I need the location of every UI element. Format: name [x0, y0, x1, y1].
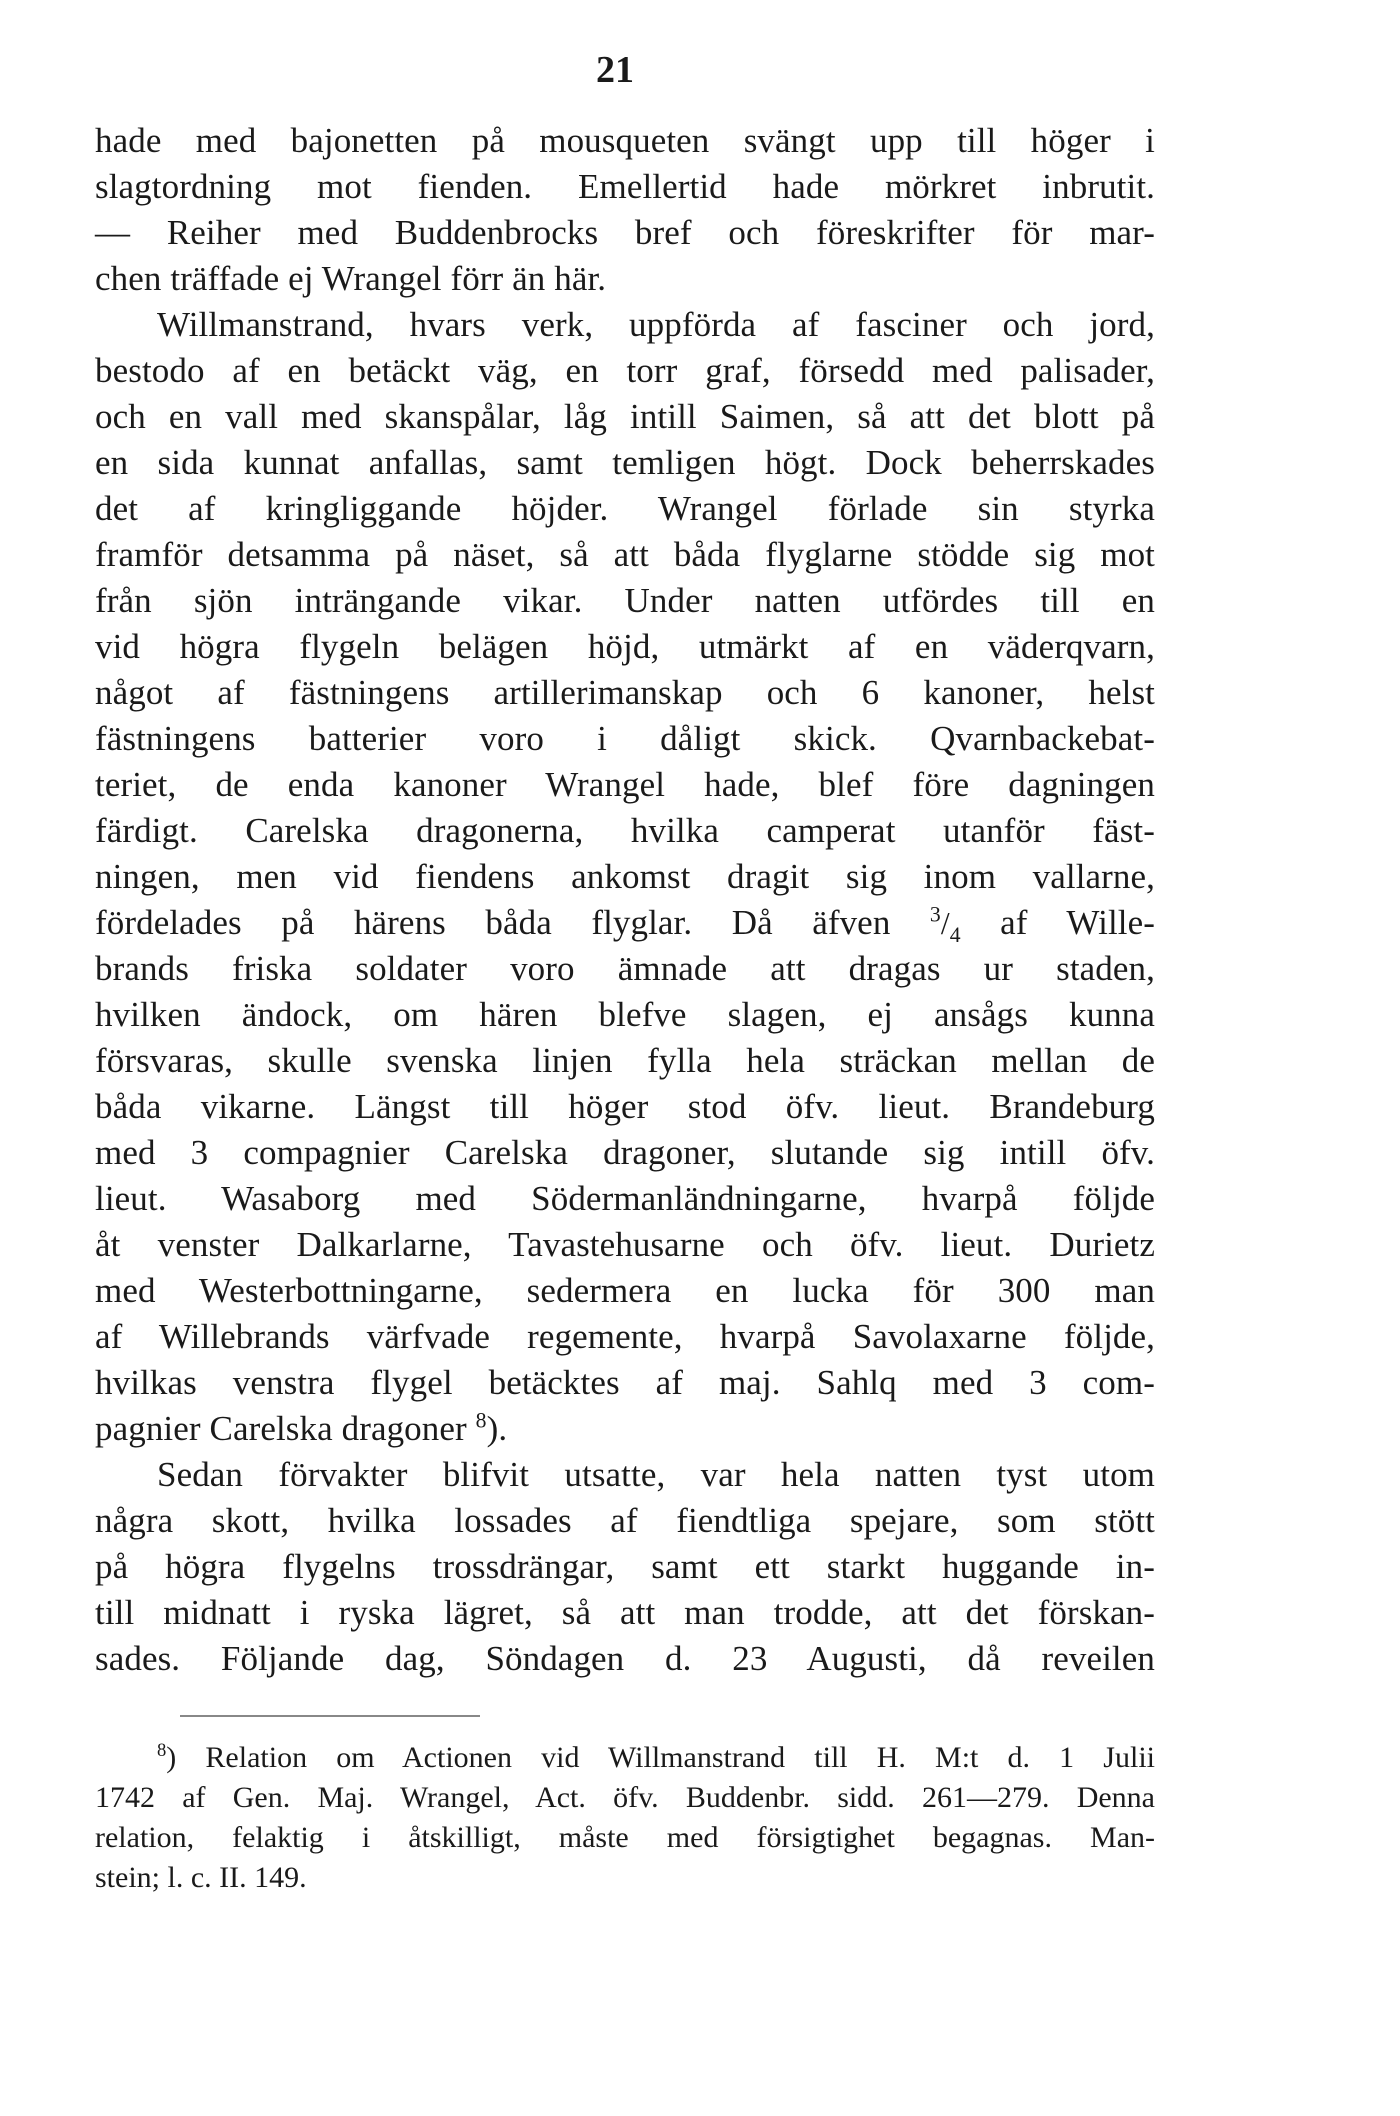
text-line-with-note-ref [95, 1406, 1155, 1452]
footnote-line: 1742 af Gen. Maj. Wrangel, Act. öfv. Buddenbr. sidd. 261—279. Denna [95, 1781, 1155, 1814]
text-line: färdigt. Carelska dragonerna, hvilka camperat utanför fäst- [95, 811, 1155, 850]
text-line: ningen, men vid fiendens ankomst dragit sig inom vallarne, [95, 857, 1155, 896]
text-segment: ). [486, 1409, 508, 1448]
fraction [929, 902, 961, 947]
text-line: framför detsamma på näset, så att båda flyglarne stödde sig mot [95, 535, 1155, 574]
text-line: sades. Följande dag, Söndagen d. 23 Augusti, då reveilen [95, 1639, 1155, 1678]
footnote [95, 1738, 1155, 1898]
fraction-slash: / [940, 906, 950, 941]
text-line: något af fästningens artillerimanskap och 6 kanoner, helst [95, 673, 1155, 712]
fraction-denominator: 4 [949, 923, 961, 947]
text-line: brands friska soldater voro ämnade att dragas ur staden, [95, 949, 1155, 988]
text-line: med 3 compagnier Carelska dragoner, slutande sig intill öfv. [95, 1133, 1155, 1172]
text-line: lieut. Wasaborg med Södermanländningarne, hvarpå följde [95, 1179, 1155, 1218]
text-line: från sjön inträngande vikar. Under natten utfördes till en [95, 581, 1155, 620]
text-line: försvaras, skulle svenska linjen fylla hela sträckan mellan de [95, 1041, 1155, 1080]
text-line: hvilkas venstra flygel betäcktes af maj. Sahlq med 3 com- [95, 1363, 1155, 1402]
text-line: hade med bajonetten på mousqueten svängt upp till höger i [95, 121, 1155, 160]
footnote-text: ) Relation om Actionen vid Willmanstrand till H. M:t d. 1 Julii [166, 1741, 1155, 1774]
text-line: med Westerbottningarne, sedermera en lucka för 300 man [95, 1271, 1155, 1310]
text-line: åt venster Dalkarlarne, Tavastehusarne och öfv. lieut. Durietz [95, 1225, 1155, 1264]
text-line: det af kringliggande höjder. Wrangel förlade sin styrka [95, 489, 1155, 528]
text-line: vid högra flygeln belägen höjd, utmärkt af en väderqvarn, [95, 627, 1155, 666]
text-line: bestodo af en betäckt väg, en torr graf, försedd med palisader, [95, 351, 1155, 390]
text-line-with-fraction [95, 900, 1155, 946]
text-line: några skott, hvilka lossades af fiendtliga spejare, som stött [95, 1501, 1155, 1540]
text-line: chen träffade ej Wrangel förr än här. [95, 259, 607, 298]
footnote-reference: 8 [475, 1408, 487, 1433]
fraction-numerator: 3 [929, 902, 941, 927]
footnote-marker: 8 [157, 1740, 167, 1761]
text-segment: fördelades på härens båda flyglar. Då äfven [95, 903, 891, 942]
text-line: till midnatt i ryska lägret, så att man trodde, att det förskan- [95, 1593, 1155, 1632]
text-line: af Willebrands värfvade regemente, hvarpå Savolaxarne följde, [95, 1317, 1155, 1356]
footnote-line: stein; l. c. II. 149. [95, 1861, 307, 1894]
text-line: slagtordning mot fienden. Emellertid hade mörkret inbrutit. [95, 167, 1155, 206]
body-text [95, 118, 1155, 1682]
page-number: 21 [596, 49, 634, 91]
text-line: teriet, de enda kanoner Wrangel hade, blef före dagningen [95, 765, 1155, 804]
footnote-line: relation, felaktig i åtskilligt, måste med försigtighet begagnas. Man- [95, 1821, 1155, 1854]
footnote-divider [180, 1715, 480, 1717]
paragraph-start-line: Sedan förvakter blifvit utsatte, var hela natten tyst utom [157, 1455, 1155, 1494]
text-segment: pagnier Carelska dragoner [95, 1409, 467, 1448]
text-line: fästningens batterier voro i dåligt skick. Qvarnbackebat- [95, 719, 1155, 758]
text-line: och en vall med skanspålar, låg intill Saimen, så att det blott på [95, 397, 1155, 436]
text-line: en sida kunnat anfallas, samt temligen högt. Dock beherrskades [95, 443, 1155, 482]
text-line: på högra flygelns trossdrängar, samt ett starkt huggande in- [95, 1547, 1155, 1586]
text-line: båda vikarne. Längst till höger stod öfv. lieut. Brandeburg [95, 1087, 1155, 1126]
paragraph-start-line: Willmanstrand, hvars verk, uppförda af fasciner och jord, [157, 305, 1155, 344]
text-line: hvilken ändock, om hären blefve slagen, ej ansågs kunna [95, 995, 1155, 1034]
footnote-line [95, 1738, 1155, 1778]
text-line: — Reiher med Buddenbrocks bref och föreskrifter för mar- [95, 213, 1155, 252]
text-segment: af Wille- [1000, 903, 1155, 942]
